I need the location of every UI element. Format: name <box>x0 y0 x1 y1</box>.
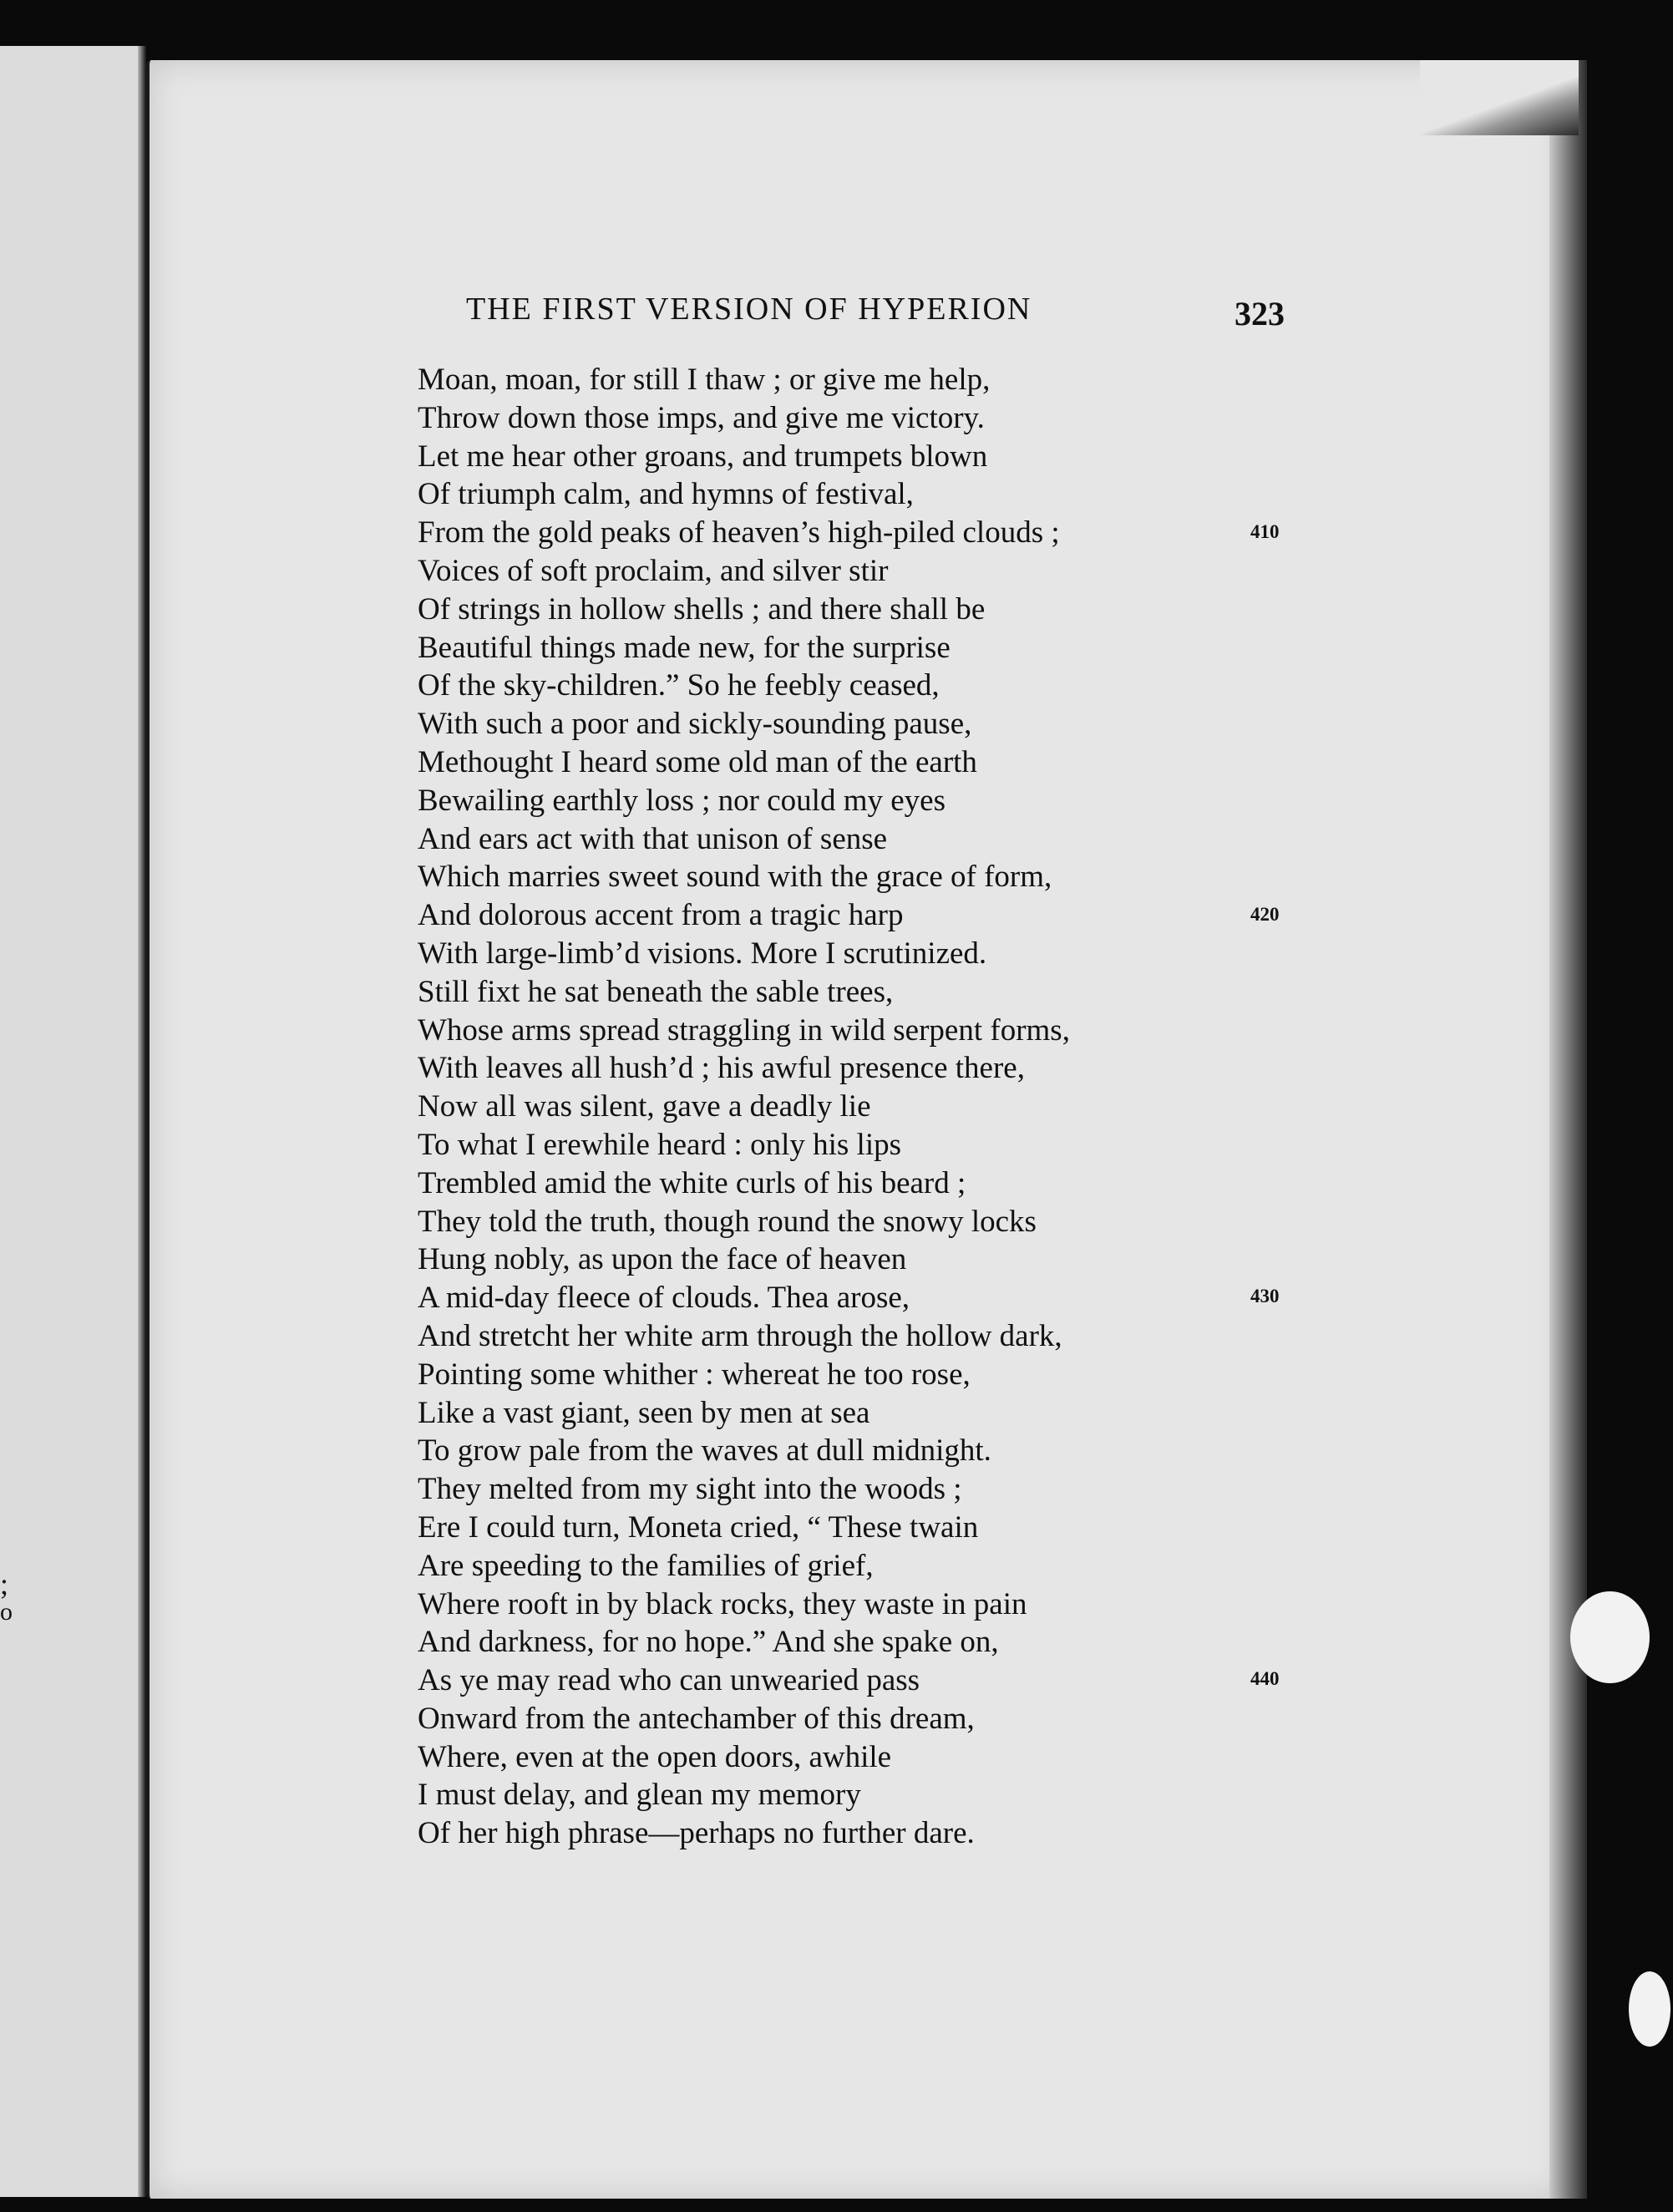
poem-line: With such a poor and sickly-sounding pause, <box>418 707 972 742</box>
poem-line: With leaves all hush’d ; his awful presence there, <box>418 1051 1025 1086</box>
poem-line: Of the sky-children.” So he feebly ceased, <box>418 668 940 703</box>
poem-line: Voices of soft proclaim, and silver stir <box>418 553 889 588</box>
poem-line: Are speeding to the families of grief, <box>418 1548 874 1583</box>
page-header <box>466 291 1285 341</box>
poem-line: They told the truth, though round the snowy locks <box>418 1204 1037 1239</box>
poem-line: As ye may read who can unwearied pass <box>418 1663 920 1698</box>
poem-line: Trembled amid the white curls of his beard ; <box>418 1165 966 1200</box>
facing-page-edge <box>0 46 146 2197</box>
poem-line: Beautiful things made new, for the surprise <box>418 630 951 665</box>
poem-line: Throw down those imps, and give me victory. <box>418 400 985 435</box>
line-number: 420 <box>1250 904 1280 925</box>
poem-line: And dolorous accent from a tragic harp <box>418 898 904 933</box>
poem-line: I must delay, and glean my memory <box>418 1778 861 1813</box>
poem-line: Bewailing earthly loss ; nor could my eyes <box>418 783 945 818</box>
poem-line: Let me hear other groans, and trumpets blown <box>418 439 988 474</box>
paper-damage-spot <box>1570 1591 1650 1683</box>
poem-line: A mid-day fleece of clouds. Thea arose, <box>418 1281 910 1316</box>
poem-line: Now all was silent, gave a deadly lie <box>418 1089 871 1124</box>
poem-line: Methought I heard some old man of the earth <box>418 744 977 779</box>
poem-line: Moan, moan, for still I thaw ; or give me help, <box>418 363 991 397</box>
spine-shadow <box>138 46 146 2197</box>
page-corner-curl <box>1420 60 1579 135</box>
poem-line: Ere I could turn, Moneta cried, “ These twain <box>418 1509 979 1545</box>
poem-text <box>418 361 1253 1853</box>
poem-line: To what I erewhile heard : only his lips <box>418 1127 901 1162</box>
page-edge-shadow <box>1549 60 1587 2199</box>
poem-line: To grow pale from the waves at dull midnight. <box>418 1433 991 1469</box>
facing-page-fragment: ; <box>0 1567 9 1601</box>
poem-line: And stretcht her white arm through the hollow dark, <box>418 1318 1062 1353</box>
poem-line: With large-limb’d visions. More I scrutinized. <box>418 936 987 971</box>
paper-damage-spot <box>1629 1971 1670 2047</box>
poem-line: Where, even at the open doors, awhile <box>418 1739 892 1774</box>
line-number: 410 <box>1250 521 1280 542</box>
page-number: 323 <box>1234 295 1285 332</box>
poem-line: Onward from the antechamber of this dream, <box>418 1701 975 1736</box>
poem-line: Hung nobly, as upon the face of heaven <box>418 1242 907 1277</box>
poem-line: Whose arms spread straggling in wild serpent forms, <box>418 1012 1070 1048</box>
poem-line: Pointing some whither : whereat he too rose, <box>418 1357 971 1392</box>
facing-page-fragment: o <box>0 1598 13 1626</box>
poem-line: Of her high phrase—perhaps no further dare. <box>418 1816 975 1851</box>
poem-line: Of strings in hollow shells ; and there shall be <box>418 591 986 627</box>
line-number: 440 <box>1250 1668 1280 1689</box>
poem-line: They melted from my sight into the woods ; <box>418 1472 962 1507</box>
poem-line: Like a vast giant, seen by men at sea <box>418 1395 870 1430</box>
poem-line: Of triumph calm, and hymns of festival, <box>418 477 914 512</box>
poem-line: And ears act with that unison of sense <box>418 821 888 856</box>
poem-line: And darkness, for no hope.” And she spake on, <box>418 1625 999 1660</box>
poem-line: Where rooft in by black rocks, they waste in pain <box>418 1586 1027 1621</box>
poem-line: Which marries sweet sound with the grace of form, <box>418 860 1052 895</box>
poem-line: From the gold peaks of heaven’s high-piled clouds ; <box>418 515 1060 550</box>
poem-line: Still fixt he sat beneath the sable trees, <box>418 974 894 1009</box>
running-head: THE FIRST VERSION OF HYPERION <box>466 292 1032 327</box>
line-number: 430 <box>1250 1286 1280 1306</box>
